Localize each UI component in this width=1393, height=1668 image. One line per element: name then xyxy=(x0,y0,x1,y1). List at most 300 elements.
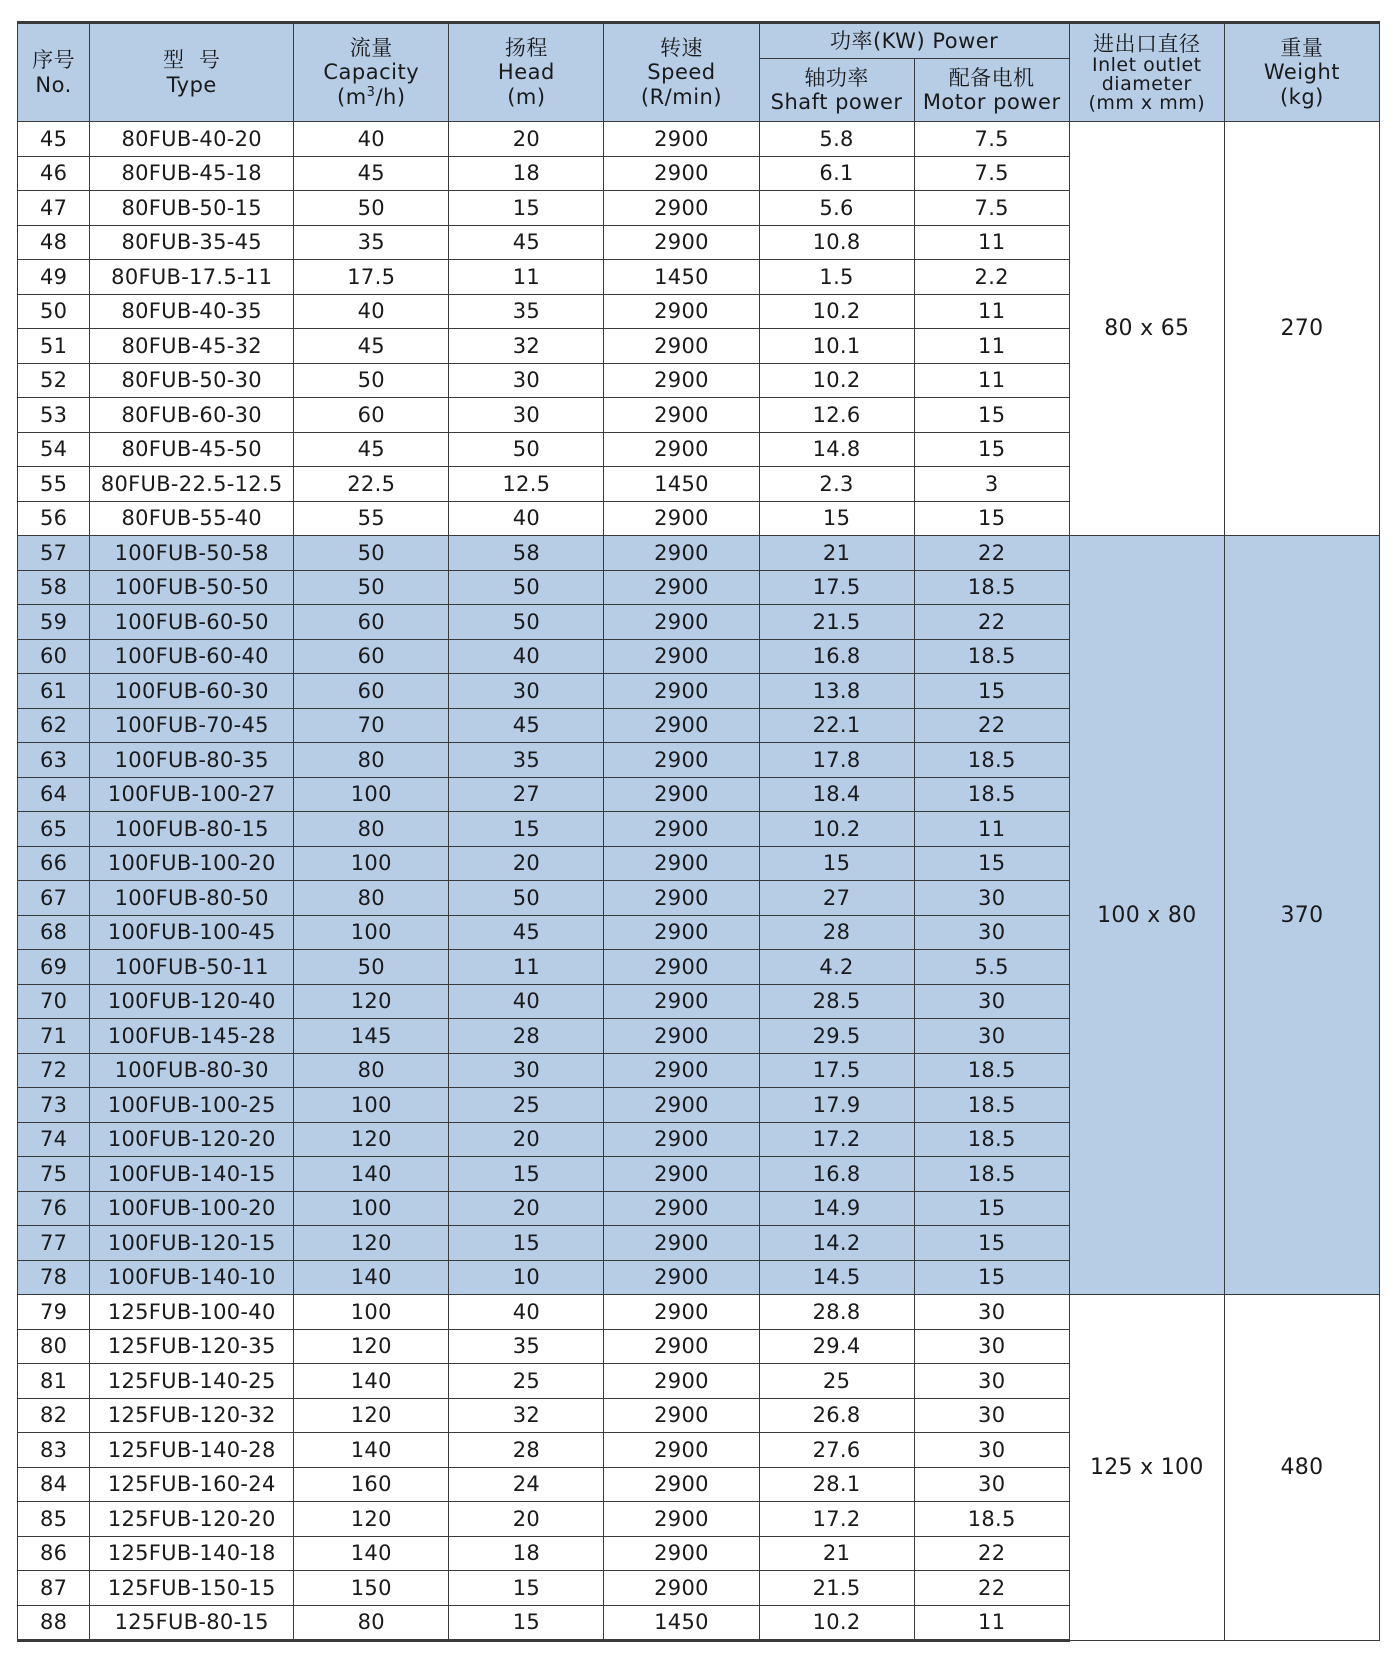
cell-head: 24 xyxy=(449,1467,604,1502)
cell-shaft-power: 15 xyxy=(759,846,914,881)
cell-speed: 2900 xyxy=(604,1226,759,1261)
cell-shaft-power: 28.5 xyxy=(759,984,914,1019)
cell-capacity: 55 xyxy=(294,501,449,536)
header-weight-unit: (kg) xyxy=(1279,84,1324,109)
cell-shaft-power: 17.5 xyxy=(759,1053,914,1088)
cell-capacity: 60 xyxy=(294,674,449,709)
cell-capacity: 45 xyxy=(294,432,449,467)
cell-no: 71 xyxy=(18,1019,90,1054)
header-weight-zh: 重量 xyxy=(1280,36,1324,61)
cell-motor-power: 7.5 xyxy=(914,122,1069,157)
cell-motor-power: 18.5 xyxy=(914,639,1069,674)
cell-shaft-power: 21 xyxy=(759,1536,914,1571)
cell-capacity: 45 xyxy=(294,156,449,191)
cell-shaft-power: 10.2 xyxy=(759,812,914,847)
cell-shaft-power: 4.2 xyxy=(759,950,914,985)
cell-speed: 2900 xyxy=(604,122,759,157)
cell-type: 100FUB-120-15 xyxy=(90,1226,294,1261)
cell-shaft-power: 14.9 xyxy=(759,1191,914,1226)
cell-capacity: 60 xyxy=(294,639,449,674)
header-capacity-en: Capacity xyxy=(323,60,420,85)
cell-capacity: 22.5 xyxy=(294,467,449,502)
cell-speed: 2900 xyxy=(604,777,759,812)
cell-no: 47 xyxy=(18,191,90,226)
cell-type: 100FUB-80-50 xyxy=(90,881,294,916)
cell-shaft-power: 17.5 xyxy=(759,570,914,605)
cell-no: 81 xyxy=(18,1364,90,1399)
header-weight xyxy=(1224,23,1379,122)
cell-speed: 2900 xyxy=(604,1433,759,1468)
table-row xyxy=(18,536,1380,571)
cell-capacity: 45 xyxy=(294,329,449,364)
cell-motor-power: 18.5 xyxy=(914,1502,1069,1537)
cell-head: 15 xyxy=(449,191,604,226)
cell-speed: 2900 xyxy=(604,708,759,743)
cell-no: 49 xyxy=(18,260,90,295)
header-diameter-en1: Inlet outlet xyxy=(1091,54,1202,77)
cell-speed: 2900 xyxy=(604,1088,759,1123)
cell-motor-power: 18.5 xyxy=(914,1122,1069,1157)
cell-speed: 2900 xyxy=(604,1398,759,1433)
cell-shaft-power: 14.2 xyxy=(759,1226,914,1261)
cell-head: 40 xyxy=(449,1295,604,1330)
table-row xyxy=(18,122,1380,157)
cell-type: 100FUB-120-40 xyxy=(90,984,294,1019)
table-row xyxy=(18,1295,1380,1330)
cell-capacity: 100 xyxy=(294,915,449,950)
cell-type: 125FUB-140-25 xyxy=(90,1364,294,1399)
cell-type: 100FUB-145-28 xyxy=(90,1019,294,1054)
cell-type: 80FUB-40-35 xyxy=(90,294,294,329)
cell-shaft-power: 28 xyxy=(759,915,914,950)
header-diameter-en2: diameter xyxy=(1101,73,1192,96)
cell-speed: 1450 xyxy=(604,1605,759,1641)
cell-speed: 2900 xyxy=(604,501,759,536)
cell-capacity: 140 xyxy=(294,1433,449,1468)
cell-motor-power: 11 xyxy=(914,294,1069,329)
cell-type: 100FUB-140-10 xyxy=(90,1260,294,1295)
cell-capacity: 120 xyxy=(294,1226,449,1261)
header-shaft-zh: 轴功率 xyxy=(804,65,869,90)
cell-capacity: 80 xyxy=(294,1605,449,1641)
cell-head: 30 xyxy=(449,398,604,433)
header-head-zh: 扬程 xyxy=(504,36,548,61)
cell-type: 80FUB-22.5-12.5 xyxy=(90,467,294,502)
header-diameter-zh: 进出口直径 xyxy=(1093,31,1201,56)
cell-speed: 2900 xyxy=(604,570,759,605)
cell-no: 72 xyxy=(18,1053,90,1088)
pump-spec-table xyxy=(17,21,1380,1642)
cell-speed: 2900 xyxy=(604,536,759,571)
cell-no: 87 xyxy=(18,1571,90,1606)
cell-shaft-power: 15 xyxy=(759,501,914,536)
cell-speed: 2900 xyxy=(604,1364,759,1399)
cell-head: 20 xyxy=(449,1502,604,1537)
cell-no: 55 xyxy=(18,467,90,502)
cell-no: 59 xyxy=(18,605,90,640)
cell-head: 40 xyxy=(449,639,604,674)
cell-shaft-power: 2.3 xyxy=(759,467,914,502)
cell-type: 100FUB-50-58 xyxy=(90,536,294,571)
cell-type: 100FUB-100-25 xyxy=(90,1088,294,1123)
cell-no: 51 xyxy=(18,329,90,364)
cell-speed: 2900 xyxy=(604,329,759,364)
cell-type: 80FUB-45-32 xyxy=(90,329,294,364)
header-head-en: Head xyxy=(497,60,555,85)
capacity-unit-sup: 3 xyxy=(366,84,376,100)
cell-head: 18 xyxy=(449,1536,604,1571)
cell-head: 50 xyxy=(449,570,604,605)
cell-no: 46 xyxy=(18,156,90,191)
cell-no: 75 xyxy=(18,1157,90,1192)
cell-speed: 2900 xyxy=(604,294,759,329)
cell-capacity: 40 xyxy=(294,294,449,329)
cell-head: 20 xyxy=(449,122,604,157)
cell-type: 100FUB-120-20 xyxy=(90,1122,294,1157)
cell-speed: 2900 xyxy=(604,950,759,985)
header-motor-power xyxy=(914,59,1069,122)
cell-capacity: 60 xyxy=(294,605,449,640)
cell-speed: 2900 xyxy=(604,1536,759,1571)
cell-head: 50 xyxy=(449,881,604,916)
cell-type: 80FUB-45-18 xyxy=(90,156,294,191)
table-header xyxy=(18,23,1380,122)
cell-no: 74 xyxy=(18,1122,90,1157)
cell-type: 80FUB-60-30 xyxy=(90,398,294,433)
header-capacity-zh: 流量 xyxy=(349,36,393,61)
cell-type: 125FUB-80-15 xyxy=(90,1605,294,1641)
cell-motor-power: 30 xyxy=(914,881,1069,916)
cell-head: 50 xyxy=(449,605,604,640)
cell-head: 45 xyxy=(449,225,604,260)
cell-capacity: 50 xyxy=(294,191,449,226)
cell-no: 62 xyxy=(18,708,90,743)
cell-type: 100FUB-100-20 xyxy=(90,1191,294,1226)
cell-motor-power: 30 xyxy=(914,1329,1069,1364)
header-no-zh: 序号 xyxy=(32,48,76,73)
cell-capacity: 145 xyxy=(294,1019,449,1054)
cell-no: 66 xyxy=(18,846,90,881)
cell-capacity: 50 xyxy=(294,570,449,605)
cell-speed: 2900 xyxy=(604,1157,759,1192)
cell-head: 32 xyxy=(449,329,604,364)
cell-shaft-power: 29.5 xyxy=(759,1019,914,1054)
cell-motor-power: 22 xyxy=(914,605,1069,640)
header-weight-en: Weight xyxy=(1263,60,1341,85)
cell-shaft-power: 28.1 xyxy=(759,1467,914,1502)
cell-type: 100FUB-80-35 xyxy=(90,743,294,778)
cell-speed: 2900 xyxy=(604,639,759,674)
cell-speed: 2900 xyxy=(604,1467,759,1502)
header-diameter-unit: (mm x mm) xyxy=(1088,92,1206,115)
cell-no: 65 xyxy=(18,812,90,847)
cell-type: 100FUB-60-30 xyxy=(90,674,294,709)
cell-capacity: 100 xyxy=(294,1088,449,1123)
cell-shaft-power: 18.4 xyxy=(759,777,914,812)
cell-motor-power: 15 xyxy=(914,432,1069,467)
cell-shaft-power: 21.5 xyxy=(759,1571,914,1606)
cell-speed: 1450 xyxy=(604,467,759,502)
cell-speed: 2900 xyxy=(604,984,759,1019)
cell-type: 100FUB-50-50 xyxy=(90,570,294,605)
header-shaft-en: Shaft power xyxy=(770,90,903,114)
cell-motor-power: 18.5 xyxy=(914,743,1069,778)
cell-speed: 1450 xyxy=(604,260,759,295)
cell-shaft-power: 10.2 xyxy=(759,363,914,398)
cell-motor-power: 30 xyxy=(914,1295,1069,1330)
header-speed xyxy=(604,23,759,122)
cell-no: 83 xyxy=(18,1433,90,1468)
cell-no: 79 xyxy=(18,1295,90,1330)
cell-head: 25 xyxy=(449,1364,604,1399)
cell-no: 76 xyxy=(18,1191,90,1226)
cell-capacity: 70 xyxy=(294,708,449,743)
cell-type: 100FUB-70-45 xyxy=(90,708,294,743)
cell-motor-power: 15 xyxy=(914,674,1069,709)
cell-type: 125FUB-140-18 xyxy=(90,1536,294,1571)
header-head-unit: (m) xyxy=(507,84,546,109)
cell-motor-power: 11 xyxy=(914,1605,1069,1641)
cell-speed: 2900 xyxy=(604,1329,759,1364)
cell-type: 125FUB-150-15 xyxy=(90,1571,294,1606)
cell-shaft-power: 27.6 xyxy=(759,1433,914,1468)
cell-motor-power: 11 xyxy=(914,329,1069,364)
cell-shaft-power: 17.9 xyxy=(759,1088,914,1123)
cell-no: 67 xyxy=(18,881,90,916)
cell-speed: 2900 xyxy=(604,156,759,191)
cell-head: 45 xyxy=(449,708,604,743)
cell-no: 58 xyxy=(18,570,90,605)
cell-shaft-power: 17.2 xyxy=(759,1122,914,1157)
cell-head: 18 xyxy=(449,156,604,191)
cell-shaft-power: 16.8 xyxy=(759,639,914,674)
cell-capacity: 150 xyxy=(294,1571,449,1606)
cell-head: 15 xyxy=(449,1226,604,1261)
cell-capacity: 50 xyxy=(294,363,449,398)
cell-capacity: 35 xyxy=(294,225,449,260)
cell-head: 20 xyxy=(449,846,604,881)
cell-no: 73 xyxy=(18,1088,90,1123)
cell-capacity: 100 xyxy=(294,846,449,881)
cell-type: 80FUB-50-30 xyxy=(90,363,294,398)
cell-type: 80FUB-45-50 xyxy=(90,432,294,467)
cell-motor-power: 5.5 xyxy=(914,950,1069,985)
cell-motor-power: 18.5 xyxy=(914,1157,1069,1192)
cell-motor-power: 30 xyxy=(914,1019,1069,1054)
cell-head: 40 xyxy=(449,984,604,1019)
cell-head: 28 xyxy=(449,1019,604,1054)
cell-type: 100FUB-100-45 xyxy=(90,915,294,950)
cell-no: 50 xyxy=(18,294,90,329)
cell-type: 125FUB-120-35 xyxy=(90,1329,294,1364)
cell-capacity: 120 xyxy=(294,1502,449,1537)
header-no-en: No. xyxy=(35,72,72,97)
header-speed-zh: 转速 xyxy=(659,36,703,61)
cell-head: 30 xyxy=(449,674,604,709)
cell-no: 48 xyxy=(18,225,90,260)
cell-shaft-power: 22.1 xyxy=(759,708,914,743)
cell-no: 57 xyxy=(18,536,90,571)
cell-speed: 2900 xyxy=(604,1571,759,1606)
cell-type: 100FUB-50-11 xyxy=(90,950,294,985)
cell-no: 80 xyxy=(18,1329,90,1364)
header-capacity xyxy=(294,23,449,122)
header-motor-zh: 配备电机 xyxy=(948,65,1035,90)
cell-capacity: 50 xyxy=(294,950,449,985)
cell-shaft-power: 16.8 xyxy=(759,1157,914,1192)
cell-shaft-power: 10.2 xyxy=(759,294,914,329)
cell-motor-power: 18.5 xyxy=(914,570,1069,605)
cell-capacity: 80 xyxy=(294,812,449,847)
cell-head: 15 xyxy=(449,1605,604,1641)
cell-shaft-power: 6.1 xyxy=(759,156,914,191)
cell-capacity: 50 xyxy=(294,536,449,571)
cell-speed: 2900 xyxy=(604,812,759,847)
cell-speed: 2900 xyxy=(604,846,759,881)
header-no xyxy=(18,23,90,122)
cell-no: 70 xyxy=(18,984,90,1019)
cell-diameter: 125 x 100 xyxy=(1069,1295,1224,1641)
cell-motor-power: 7.5 xyxy=(914,156,1069,191)
cell-capacity: 140 xyxy=(294,1260,449,1295)
cell-head: 11 xyxy=(449,950,604,985)
cell-shaft-power: 27 xyxy=(759,881,914,916)
cell-speed: 2900 xyxy=(604,674,759,709)
cell-motor-power: 15 xyxy=(914,398,1069,433)
cell-capacity: 80 xyxy=(294,1053,449,1088)
cell-head: 25 xyxy=(449,1088,604,1123)
cell-shaft-power: 10.8 xyxy=(759,225,914,260)
header-speed-unit: (R/min) xyxy=(640,84,723,109)
cell-head: 40 xyxy=(449,501,604,536)
cell-type: 100FUB-140-15 xyxy=(90,1157,294,1192)
cell-head: 11 xyxy=(449,260,604,295)
cell-head: 35 xyxy=(449,743,604,778)
cell-motor-power: 22 xyxy=(914,1571,1069,1606)
cell-speed: 2900 xyxy=(604,1191,759,1226)
header-power-group: 功率(KW) Power xyxy=(759,23,1069,59)
cell-speed: 2900 xyxy=(604,1053,759,1088)
cell-head: 20 xyxy=(449,1191,604,1226)
cell-head: 15 xyxy=(449,812,604,847)
cell-type: 100FUB-100-27 xyxy=(90,777,294,812)
cell-no: 88 xyxy=(18,1605,90,1641)
cell-diameter: 80 x 65 xyxy=(1069,122,1224,536)
cell-type: 100FUB-60-50 xyxy=(90,605,294,640)
cell-capacity: 100 xyxy=(294,1191,449,1226)
cell-no: 64 xyxy=(18,777,90,812)
cell-no: 86 xyxy=(18,1536,90,1571)
cell-motor-power: 30 xyxy=(914,1467,1069,1502)
cell-speed: 2900 xyxy=(604,1260,759,1295)
capacity-unit-post: /h) xyxy=(375,84,406,109)
cell-type: 100FUB-60-40 xyxy=(90,639,294,674)
cell-shaft-power: 5.8 xyxy=(759,122,914,157)
cell-type: 125FUB-120-32 xyxy=(90,1398,294,1433)
header-motor-en: Motor power xyxy=(922,90,1061,114)
header-speed-en: Speed xyxy=(647,60,716,85)
cell-head: 15 xyxy=(449,1571,604,1606)
cell-motor-power: 15 xyxy=(914,1260,1069,1295)
cell-capacity: 120 xyxy=(294,1398,449,1433)
cell-weight: 370 xyxy=(1224,536,1379,1295)
cell-shaft-power: 29.4 xyxy=(759,1329,914,1364)
cell-capacity: 80 xyxy=(294,743,449,778)
cell-head: 50 xyxy=(449,432,604,467)
cell-head: 20 xyxy=(449,1122,604,1157)
cell-no: 56 xyxy=(18,501,90,536)
cell-no: 85 xyxy=(18,1502,90,1537)
cell-shaft-power: 26.8 xyxy=(759,1398,914,1433)
cell-motor-power: 11 xyxy=(914,225,1069,260)
cell-shaft-power: 28.8 xyxy=(759,1295,914,1330)
cell-head: 27 xyxy=(449,777,604,812)
cell-capacity: 120 xyxy=(294,1122,449,1157)
cell-capacity: 140 xyxy=(294,1364,449,1399)
cell-motor-power: 18.5 xyxy=(914,1088,1069,1123)
cell-speed: 2900 xyxy=(604,225,759,260)
cell-head: 30 xyxy=(449,363,604,398)
cell-speed: 2900 xyxy=(604,1122,759,1157)
cell-speed: 2900 xyxy=(604,881,759,916)
cell-weight: 270 xyxy=(1224,122,1379,536)
cell-motor-power: 7.5 xyxy=(914,191,1069,226)
cell-motor-power: 15 xyxy=(914,846,1069,881)
cell-head: 32 xyxy=(449,1398,604,1433)
cell-type: 80FUB-50-15 xyxy=(90,191,294,226)
cell-speed: 2900 xyxy=(604,363,759,398)
cell-motor-power: 30 xyxy=(914,1398,1069,1433)
cell-no: 60 xyxy=(18,639,90,674)
cell-shaft-power: 14.8 xyxy=(759,432,914,467)
header-type-zh: 型 号 xyxy=(163,48,221,73)
capacity-unit-pre: (m xyxy=(337,84,367,109)
cell-capacity: 140 xyxy=(294,1157,449,1192)
cell-shaft-power: 13.8 xyxy=(759,674,914,709)
cell-capacity: 40 xyxy=(294,122,449,157)
cell-head: 12.5 xyxy=(449,467,604,502)
cell-no: 53 xyxy=(18,398,90,433)
cell-speed: 2900 xyxy=(604,1502,759,1537)
cell-capacity: 140 xyxy=(294,1536,449,1571)
cell-motor-power: 30 xyxy=(914,1433,1069,1468)
cell-motor-power: 30 xyxy=(914,1364,1069,1399)
cell-type: 80FUB-40-20 xyxy=(90,122,294,157)
cell-motor-power: 15 xyxy=(914,501,1069,536)
cell-motor-power: 3 xyxy=(914,467,1069,502)
cell-capacity: 120 xyxy=(294,984,449,1019)
cell-type: 100FUB-100-20 xyxy=(90,846,294,881)
table-body xyxy=(18,122,1380,1641)
cell-shaft-power: 1.5 xyxy=(759,260,914,295)
cell-capacity: 100 xyxy=(294,777,449,812)
cell-no: 45 xyxy=(18,122,90,157)
cell-shaft-power: 5.6 xyxy=(759,191,914,226)
header-shaft-power xyxy=(759,59,914,122)
cell-no: 77 xyxy=(18,1226,90,1261)
cell-motor-power: 30 xyxy=(914,915,1069,950)
cell-motor-power: 15 xyxy=(914,1191,1069,1226)
cell-shaft-power: 12.6 xyxy=(759,398,914,433)
cell-motor-power: 11 xyxy=(914,363,1069,398)
cell-type: 125FUB-160-24 xyxy=(90,1467,294,1502)
cell-motor-power: 22 xyxy=(914,536,1069,571)
cell-no: 61 xyxy=(18,674,90,709)
cell-shaft-power: 17.2 xyxy=(759,1502,914,1537)
cell-no: 78 xyxy=(18,1260,90,1295)
cell-no: 54 xyxy=(18,432,90,467)
cell-capacity: 80 xyxy=(294,881,449,916)
